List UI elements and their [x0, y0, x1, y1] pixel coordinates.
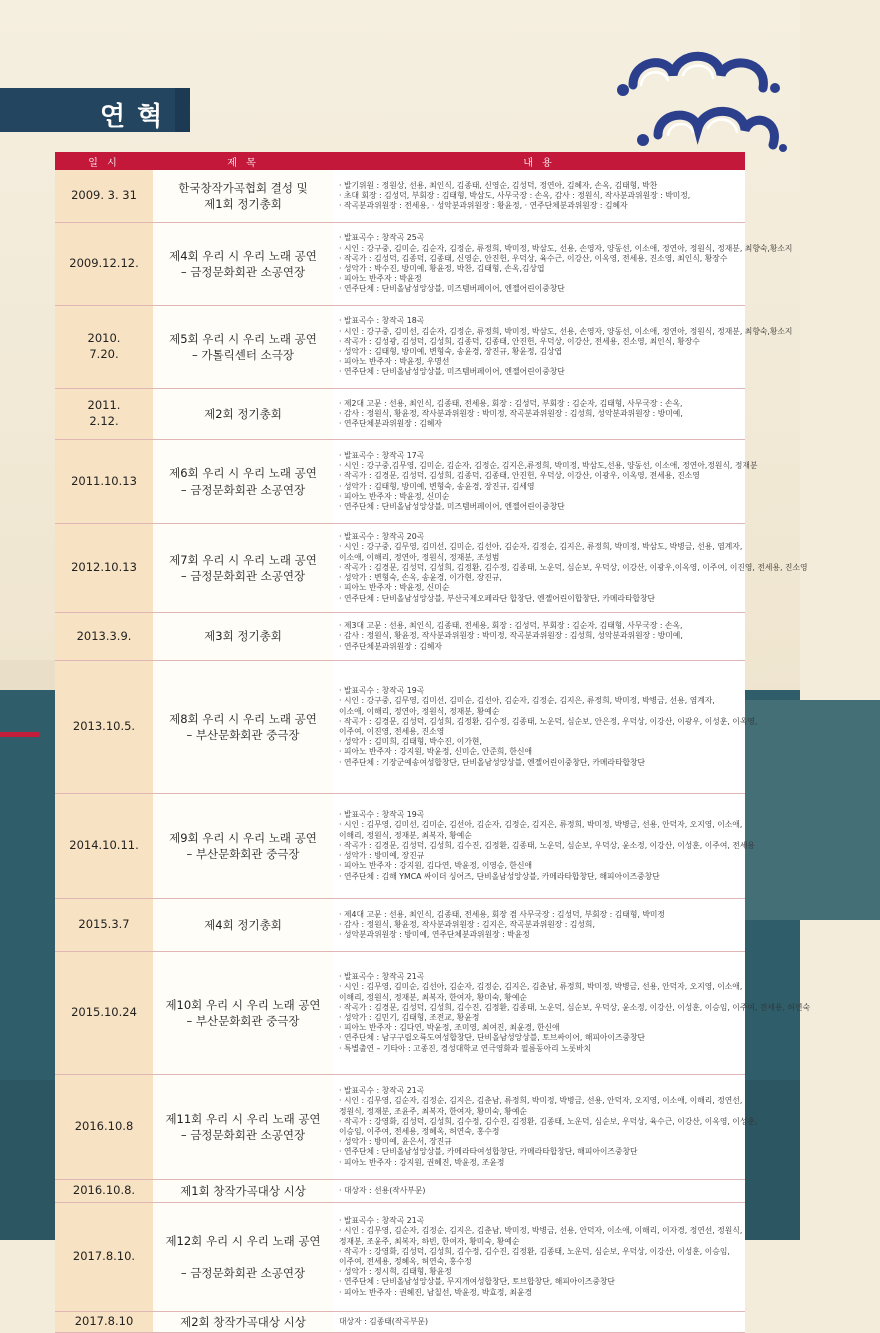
row-event — [153, 170, 333, 223]
header-content: 내 용 — [333, 152, 745, 170]
row-content — [333, 1312, 745, 1333]
row-date — [55, 613, 153, 661]
content-line: 이승임, 이주여, 전세용, 정혜옥, 허연숙, 홍수정 — [339, 1127, 500, 1136]
content-line: · 성악가 : 김태형, 방미예, 변형숙, 송윤경, 장진규, 황윤정, 김상엽 — [339, 347, 563, 356]
content-line: · 성악가 : 방미예, 장진규 — [339, 851, 425, 861]
row-date — [55, 223, 153, 306]
content-line: · 발표곡수 : 창작곡 17곡 — [339, 450, 425, 460]
content-line: · 피아노 반주자 : 박윤정 — [339, 274, 422, 284]
content-line: · 시인 : 강구중, 김무영, 김미선, 김미순, 김선아, 김순자, 김정순, 김지은, 류정희, 박미정, 박삼도, 박병금, 선용, 염계자, — [339, 542, 743, 552]
row-content — [333, 661, 758, 794]
page-title: 연혁 — [100, 102, 175, 132]
content-line: · 감사 : 정원식, 황윤정, 작사분과위원장 : 박미정, 작곡분과위원장 : 김성희, 성악분과위원장 : 방미예, — [339, 631, 683, 641]
content-line: · 발표곡수 : 창작곡 21곡 — [339, 972, 425, 982]
content-line: · 발표곡수 : 창작곡 19곡 — [339, 810, 425, 820]
content-line: · 피아노 반주자 : 강지원, 김다연, 박윤정, 이영승, 한신애 — [339, 861, 533, 871]
content-line: · 감사 : 정원식, 황윤정, 작사분과위원장 : 김지은, 작곡분과위원장 : 김성희, — [339, 919, 595, 929]
content-line: · 초대 회장 : 김성덕, 부회장 : 김태형, 박삼도, 사무국장 : 손옥, 감사 : 정원식, 작사분과위원장 : 박미정, — [339, 190, 691, 200]
row-date-text: 2015.10.24 — [71, 1005, 137, 1020]
content-line: · 연주단체분과위원장 : 김혜자 — [339, 641, 442, 651]
content-line: · 시인 : 강구중, 김무영, 김미선, 김미순, 김선아, 김순자, 김정순, 김지은, 류정희, 박미정, 박병금, 선용, 염계자, — [339, 696, 715, 706]
row-date-text: 2009. 3. 31 — [71, 188, 137, 203]
row-content — [333, 170, 745, 223]
content-line: · 발표곡수 : 창작곡 20곡 — [339, 532, 425, 542]
table-header — [55, 152, 745, 170]
row-event-text: 제9회 우리 시 우리 노래 공연 – 부산문화회관 중극장 — [169, 830, 317, 861]
row-date — [55, 440, 153, 524]
row-event — [153, 440, 333, 524]
row-date — [55, 1180, 153, 1203]
row-event — [153, 952, 333, 1075]
content-line: 대상자 : 김종태(작곡부문) — [339, 1316, 428, 1326]
row-date — [55, 524, 153, 613]
content-line: · 작곡분과위원장 : 전세용, · 성악분과위원장 : 황윤정, · 연주단체분과위원장 : 김혜자 — [339, 201, 628, 211]
content-line: · 발표곡수 : 창작곡 21곡 — [339, 1216, 425, 1226]
content-line: · 연주단체 : 단비올남성앙상블, 미즈템버페이어, 엔젤어린이중창단 — [339, 501, 565, 511]
table-row — [55, 170, 745, 223]
row-event-text: 제1회 창작가곡대상 시상 — [180, 1183, 306, 1198]
table-row — [55, 306, 745, 389]
content-line: 이주여, 이진영, 전세용, 진소영 — [339, 727, 445, 736]
content-line: · 연주단체 : 단비올남성앙상블, 부산국제오페라단 합창단, 엔젤어린이합창단, 카메라타합창단 — [339, 593, 656, 603]
row-content — [333, 524, 808, 613]
row-event-text: 한국창작가곡협회 결성 및 제1회 정기총회 — [178, 180, 308, 211]
row-event-text: 제11회 우리 시 우리 노래 공연 – 금정문화회관 소공연장 — [165, 1111, 321, 1142]
content-line: · 성악가 : 김미희, 김태형, 박수진, 이가현, — [339, 737, 482, 747]
row-date-text: 2012.10.13 — [71, 560, 137, 575]
content-line: · 연주단체 : 김해 YMCA 싸이더 싱어즈, 단비올남성앙상블, 카메라타합창단, 해피아이즈중창단 — [339, 871, 660, 881]
content-line: · 성악가 : 김민기, 김태형, 조전교, 황윤정 — [339, 1013, 480, 1022]
row-event-text: 제5회 우리 시 우리 노래 공연 – 가톨릭센터 소극장 — [169, 331, 317, 362]
content-line: · 제3대 고문 : 선용, 최인식, 김종태, 전세용, 회장 : 김성덕, 부회장 : 김순자, 김태형, 사무국장 : 손옥, — [339, 621, 683, 631]
content-line: · 작곡가 : 김경문, 김성덕, 김성희, 김정환, 김수정, 김종태, 노운덕, 심순보, 안은정, 우덕상, 이강산, 이광우, 이성훈, 이옥영, — [339, 716, 758, 726]
row-date-text: 2011. 2.12. — [87, 398, 121, 428]
content-line: 정원식, 정재분, 조윤주, 최복자, 한여자, 황미숙, 황예순 — [339, 1106, 527, 1116]
row-date-text: 2014.10.11. — [69, 838, 139, 853]
row-content — [333, 794, 755, 899]
row-event-text: 제4회 우리 시 우리 노래 공연 – 금정문화회관 소공연장 — [169, 248, 317, 279]
content-line: · 연주단체 : 단비올남성앙상블, 미즈템버페이어, 엔젤어린이중창단 — [339, 284, 565, 294]
content-line: · 작곡가 : 김경문, 김성덕, 김성희, 김종덕, 김종태, 안진헌, 우덕상, 이강산, 이광우, 이옥영, 전세용, 진소영 — [339, 471, 700, 481]
content-line: 이해리, 정원식, 정재분, 최복자, 한여자, 황미숙, 황예순 — [339, 992, 527, 1002]
row-date — [55, 952, 153, 1075]
row-event — [153, 1180, 333, 1203]
content-line: · 피아노 반주자 : 박윤정, 신미순 — [339, 491, 450, 501]
row-event-text: 제2회 정기총회 — [204, 406, 282, 421]
row-date-text: 2017.8.10. — [72, 1249, 136, 1264]
content-line: · 작곡가 : 김성광, 김성덕, 김성희, 김종덕, 김종태, 안진헌, 우덕상, 이강산, 전세용, 진소영, 최인식, 황장수 — [339, 336, 700, 346]
content-line: · 피아노 반주자 : 박윤정, 우명선 — [339, 357, 450, 367]
row-event — [153, 389, 333, 440]
content-line: · 성악가 : 김태형, 방미예, 변형숙, 송윤경, 장진규, 김세영 — [339, 481, 535, 491]
table-row — [55, 661, 745, 794]
content-line: · 성악가 : 정시혁, 김태형, 황윤정 — [339, 1267, 452, 1277]
row-event-text: 제3회 정기총회 — [204, 629, 282, 644]
row-event — [153, 1203, 333, 1312]
content-line: · 작곡가 : 김경문, 김성덕, 김성희, 김수진, 김정환, 김종태, 노운덕, 심순보, 우덕상, 윤소정, 이강산, 이성훈, 이승임, 이주여, 전세용, 허연숙 — [339, 1002, 811, 1012]
row-content — [333, 440, 758, 524]
row-date — [55, 661, 153, 794]
content-line: · 연주단체 : 단비올남성앙상블, 무지개여성합창단, 토브합창단, 해피아이즈중창단 — [339, 1277, 615, 1287]
row-date — [55, 389, 153, 440]
content-line: · 시인 : 강구중, 김미순, 김순자, 김정순, 류정희, 박미정, 박삼도, 선용, 손영자, 양동선, 이소애, 정연아, 정원식, 정재분, 최향숙,황소지 — [339, 243, 793, 253]
row-date-text: 2017.8.10 — [74, 1314, 134, 1329]
content-line: · 발표곡수 : 창작곡 21곡 — [339, 1086, 425, 1096]
table-row — [55, 1180, 745, 1203]
row-event — [153, 1312, 333, 1333]
content-line: · 연주단체 : 단비올남성앙상블, 카메라타여성합창단, 카메라타합창단, 해피아이즈중창단 — [339, 1147, 638, 1157]
content-line: · 제2대 고문 : 선용, 최인식, 김종태, 전세용, 회장 : 김성덕, 부회장 : 김순자, 김태형, 사무국장 : 손옥, — [339, 398, 683, 408]
row-event — [153, 1075, 333, 1180]
content-line: · 특별출연 – 기타아 : 고종진, 경성대학교 연극영화과 필름동아리 노롯바치 — [339, 1043, 592, 1053]
row-content — [333, 613, 745, 661]
content-line: · 시인 : 김무영, 김순자, 김정순, 김지은, 김춘남, 류정희, 박미정, 박병금, 선용, 안덕자, 오지영, 이소애, 이해리, 정연선, — [339, 1096, 743, 1106]
row-event-text: 제6회 우리 시 우리 노래 공연 – 금정문화회관 소공연장 — [169, 466, 317, 497]
content-line: · 피아노 반주자 : 박윤정, 신미순 — [339, 583, 450, 593]
row-event — [153, 223, 333, 306]
row-date — [55, 794, 153, 899]
row-date-text: 2011.10.13 — [71, 473, 137, 488]
row-date — [55, 899, 153, 952]
row-content — [333, 306, 793, 389]
content-line: · 피아노 반주자 : 김다연, 박윤정, 조미영, 최여진, 최윤경, 한신애 — [339, 1023, 560, 1033]
content-line: 이해리, 정원식, 정재분, 최복자, 황예순 — [339, 830, 472, 840]
content-line: 이주여, 전세용, 정혜옥, 허연숙, 홍수정 — [339, 1257, 472, 1266]
content-line: 이소애, 이해리, 정연아, 정원식, 정재분, 조성범 — [339, 552, 500, 562]
row-event — [153, 306, 333, 389]
content-line: · 작곡가 : 강영화, 김성덕, 김성희, 김수정, 김수진, 김정환, 김종태, 노운덕, 심순보, 우덕상, 육수근, 이강산, 이옥영, 이성훈, — [339, 1116, 758, 1126]
content-line: · 피아노 반주자 : 권혜진, 남칠선, 박윤정, 박효정, 최윤경 — [339, 1287, 533, 1297]
table-row — [55, 389, 745, 440]
content-line: · 발표곡수 : 창작곡 25곡 — [339, 233, 425, 243]
content-line: 이소애, 이해리, 정연아, 정원식, 정재분, 황예순 — [339, 706, 500, 716]
content-line: · 성악가 : 박수진, 방미예, 황윤정, 박찬, 김태형, 손옥,김상엽 — [339, 264, 545, 273]
content-line: · 시인 : 김무영, 김미선, 김미순, 김선아, 김순자, 김정순, 김지은, 류정희, 박미정, 박병금, 선용, 안덕자, 오지영, 이소애, — [339, 820, 743, 830]
content-line: · 제4대 고문 : 선용, 최인식, 김종태, 전세용, 회장 겸 사무국장 : 김성덕, 부회장 : 김태형, 박미정 — [339, 909, 665, 919]
row-event-text: 제7회 우리 시 우리 노래 공연 – 금정문화회관 소공연장 — [169, 552, 317, 583]
content-line: · 감사 : 정원식, 황윤정, 작사분과위원장 : 박미정, 작곡분과위원장 : 김성희, 성악분과위원장 : 방미예, — [339, 408, 683, 418]
row-date — [55, 306, 153, 389]
row-content — [333, 223, 793, 306]
table-row — [55, 223, 745, 306]
content-line: · 피아노 반주자 : 강지원, 권혜진, 박윤정, 조윤정 — [339, 1157, 505, 1167]
table-row — [55, 524, 745, 613]
content-line: · 발표곡수 : 창작곡 19곡 — [339, 686, 425, 696]
content-line: · 성악가 : 변형숙, 손옥, 송윤경, 이가현, 장진규, — [339, 573, 502, 583]
content-line: · 작곡가 : 김경문, 김성덕, 김성희, 김수진, 김정환, 김종태, 노운덕, 심순보, 우덕상, 윤소정, 이강산, 이성훈, 이주여, 전세용 — [339, 840, 755, 850]
content-line: · 성악분과위원장 : 방미예, 연주단체분과위원장 : 박윤정 — [339, 930, 530, 940]
table-row — [55, 1075, 745, 1180]
table-row — [55, 952, 745, 1075]
table-row — [55, 1203, 745, 1312]
row-content — [333, 1180, 745, 1203]
row-date-text: 2013.10.5. — [72, 719, 136, 734]
row-date-text: 2010. 7.20. — [87, 331, 121, 361]
content-line: · 발기위원 : 정원상, 선용, 최인식, 김종태, 신영순, 김성덕, 정연아, 김혜자, 손옥, 김태형, 박찬 — [339, 180, 658, 190]
row-event-text: 제12회 우리 시 우리 노래 공연 – 금정문화회관 소공연장 — [165, 1233, 321, 1281]
header-date: 일 시 — [55, 152, 153, 170]
row-date-text: 2016.10.8. — [72, 1183, 136, 1198]
content-line: · 작곡가 : 김경문, 김성덕, 김성희, 김정환, 김수정, 김종태, 노운덕, 심순보, 우덕상, 이강산, 이광우,이옥영, 이주여, 이진영, 전세용, 진소영 — [339, 562, 808, 572]
row-event — [153, 613, 333, 661]
row-event — [153, 899, 333, 952]
row-date-text: 2009.12.12. — [69, 256, 139, 271]
table-row — [55, 613, 745, 661]
content-line: · 시인 : 김무영, 김순자, 김정순, 김지은, 김춘남, 박미정, 박병금, 선용, 안덕자, 이소애, 이해리, 이자경, 정연선, 정원식, — [339, 1226, 743, 1236]
content-line: · 시인 : 강구중,김무영, 김미순, 김순자, 김정순, 김지은,류정희, 박미정, 박삼도,선용, 양동선, 이소애, 정연아,정원식, 정재분 — [339, 461, 758, 471]
content-line: · 시인 : 강구중, 김미선, 김순자, 김정순, 류정희, 박미정, 박삼도, 선용, 손영자, 양동선, 이소애, 정연아, 정원식, 정재분, 최향숙,황소지 — [339, 326, 793, 336]
row-date — [55, 1312, 153, 1333]
row-event-text: 제2회 창작가곡대상 시상 — [180, 1314, 306, 1329]
row-event — [153, 661, 333, 794]
table-row — [55, 899, 745, 952]
content-line: · 작곡가 : 김성덕, 김종덕, 김종태, 신영순, 안진헌, 우덕상, 육수근, 이강산, 이옥영, 전세용, 진소영, 최인식, 황장수 — [339, 253, 728, 263]
row-event-text: 제4회 정기총회 — [204, 917, 282, 932]
row-content — [333, 1203, 745, 1312]
content-line: 정재분, 조윤주, 최복자, 하빈, 한여자, 황미숙, 황예순 — [339, 1236, 520, 1246]
history-table — [55, 152, 811, 1333]
header-title: 제 목 — [153, 152, 333, 170]
row-content — [333, 952, 811, 1075]
table-row — [55, 1312, 745, 1333]
row-event-text: 제8회 우리 시 우리 노래 공연 – 부산문화회관 중극장 — [169, 711, 317, 742]
content-line: · 연주단체분과위원장 : 김혜자 — [339, 419, 442, 429]
row-date — [55, 1203, 153, 1312]
row-date-text: 2013.3.9. — [76, 628, 132, 643]
content-line: · 연주단체 : 기장군예송여성합창단, 단비올남성앙상블, 엔젤어린이중창단, 카메라타합창단 — [339, 757, 646, 767]
content-line: · 대상자 : 선용(작사부문) — [339, 1185, 426, 1195]
table-row — [55, 440, 745, 524]
row-content — [333, 1075, 758, 1180]
row-content — [333, 899, 745, 952]
content-line: · 발표곡수 : 창작곡 18곡 — [339, 316, 425, 326]
row-event — [153, 524, 333, 613]
content-line: · 연주단체 : 단비올남성앙상블, 미즈템버페이어, 엔젤어린이중창단 — [339, 367, 565, 377]
row-date — [55, 1075, 153, 1180]
row-event-text: 제10회 우리 시 우리 노래 공연 – 부산문화회관 중극장 — [165, 997, 321, 1028]
row-event — [153, 794, 333, 899]
content-line: · 연주단체 : 남구구립오륙도여성합창단, 단비올남성앙상블, 토브싸이어, 해피아이즈중창단 — [339, 1033, 646, 1043]
content-line: · 작곡가 : 강영화, 김성덕, 김성희, 김수정, 김수진, 김정환, 김종태, 노운덕, 심순보, 우덕상, 이강산, 이성훈, 이승임, — [339, 1246, 730, 1256]
content-line: · 피아노 반주자 : 강지원, 박윤정, 신미순, 안준희, 한신애 — [339, 747, 533, 757]
cloud-ornament-icon — [613, 40, 788, 170]
row-date-text: 2015.3.7 — [78, 917, 130, 932]
row-content — [333, 389, 745, 440]
row-date-text: 2016.10.8 — [74, 1119, 134, 1134]
row-date — [55, 170, 153, 223]
content-line: · 시인 : 김무영, 김미순, 김선아, 김순자, 김정순, 김지은, 김춘남, 류정희, 박미정, 박병금, 선용, 안덕자, 오지영, 이소애, — [339, 982, 743, 992]
table-row — [55, 794, 745, 899]
content-line: · 성악가 : 방미예, 윤은서, 장진규 — [339, 1137, 452, 1147]
